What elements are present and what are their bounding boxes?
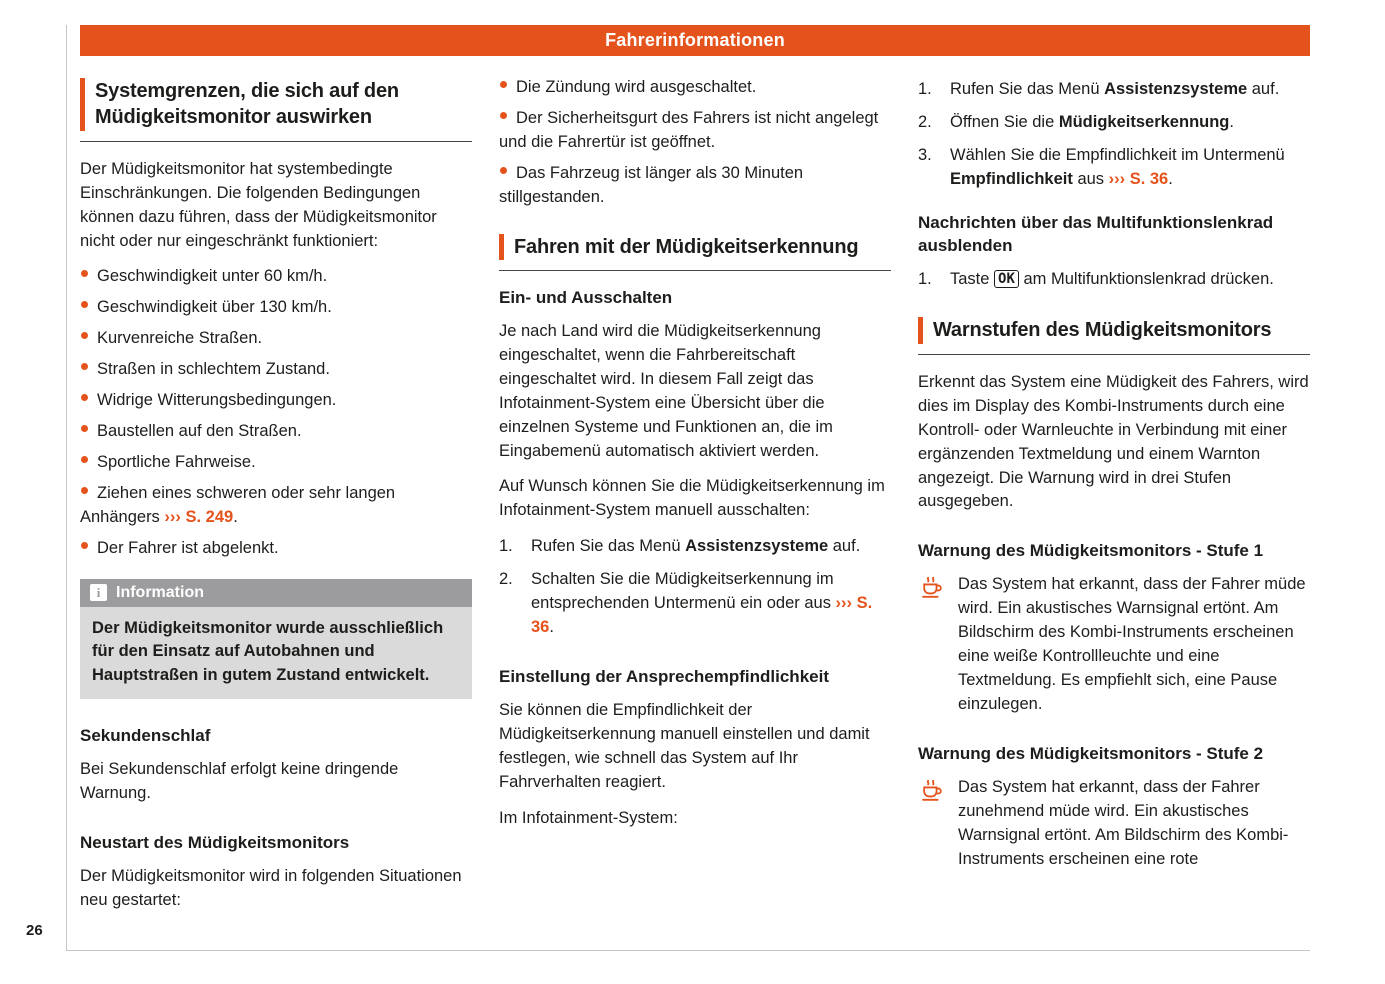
text-segment: Ziehen eines schweren oder sehr langen Anhängers [80, 483, 396, 526]
bullet-item [499, 76, 891, 100]
section-heading-block [499, 234, 891, 271]
numbered-item [918, 111, 1310, 135]
step-number: 2. [918, 112, 932, 131]
warning-level-1-text: Das System hat erkannt, dass der Fahrer müde wird. Ein akustisches Warnsignal ertönt. Am Bildschirm des Kombi-Instruments erscheinen eine weiße Kontrollleuchte und eine Textmeldung. Es empfiehlt sich, eine Pause einzulegen. [958, 575, 1306, 713]
text-segment: Assistenzsysteme [685, 537, 829, 556]
text-segment: Rufen Sie das Menü [531, 537, 686, 556]
page-ref-link[interactable]: ››› S. 36 [531, 594, 873, 637]
text-segment: Assistenzsysteme [1104, 80, 1248, 98]
text-segment: . [549, 618, 554, 637]
paragraph-empfindlichkeit: Sie können die Empfindlichkeit der Müdigkeitserkennung manuell einstellen und damit festlegen, wie schnell das System auf Ihr Fahrverhalten reagiert. [499, 700, 870, 791]
bullet-item [80, 451, 472, 475]
bullet-list-limitations [80, 265, 472, 560]
step-number: 2. [499, 570, 513, 589]
subheading-neustart: Neustart des Müdigkeitsmonitors [80, 832, 350, 852]
text-segment: Taste [950, 269, 995, 288]
text-segment: . [233, 507, 238, 526]
paragraph-warnstufen: Erkennt das System eine Müdigkeit des Fahrers, wird dies im Display des Kombi-Instruments durch eine Kontroll- oder Warnleuchte in Verbindung mit einer ergänzenden Textmeldung und einem Warnton angezeigt. Die Warnung wird in drei Stufen ausgegeben. [918, 372, 1309, 511]
text-segment: auf. [1247, 80, 1280, 98]
page-ref-link[interactable]: ››› S. 36 [1108, 169, 1169, 188]
subheading-sekundenschlaf: Sekundenschlaf [80, 725, 211, 745]
text-segment: Widrige Witterungsbedingungen. [97, 391, 337, 410]
numbered-list-sensitivity [918, 78, 1310, 192]
step-text [950, 78, 1310, 102]
text-segment: aus [1072, 169, 1109, 188]
text-segment: Straßen in schlechtem Zustand. [97, 360, 330, 379]
column-1 [80, 76, 472, 925]
step-number: 1. [918, 80, 932, 98]
step-text [950, 268, 1310, 292]
page-frame-line-left [66, 25, 67, 950]
step-text [950, 144, 1310, 192]
numbered-item [918, 268, 1310, 292]
text-segment: Öffnen Sie die [950, 112, 1059, 131]
bullet-item [499, 107, 891, 155]
info-box [80, 579, 472, 699]
numbered-list-ok-button [918, 268, 1310, 292]
step-number: 3. [918, 145, 932, 164]
page-ref-link[interactable]: ››› S. 249 [164, 507, 234, 526]
text-segment: Rufen Sie das Menü [950, 80, 1105, 98]
subheading-stufe-1: Warnung des Müdigkeitsmonitors - Stufe 1 [918, 541, 1264, 561]
coffee-cup-icon [918, 573, 948, 717]
subheading-empfindlichkeit: Einstellung der Ansprechempfindlichkeit [499, 667, 829, 686]
text-segment: Der Fahrer ist abgelenkt. [97, 538, 279, 557]
section-heading-block [918, 317, 1310, 354]
bullet-item [80, 358, 472, 382]
step-text [531, 535, 891, 559]
page-number: 26 [26, 922, 43, 939]
text-segment: Baustellen auf den Straßen. [97, 422, 302, 441]
info-box-body: Der Müdigkeitsmonitor wurde ausschließlich für den Einsatz auf Autobahnen und Hauptstraßen in gutem Zustand entwickelt. [80, 607, 472, 699]
bullet-item [80, 482, 472, 530]
text-segment: Empfindlichkeit [950, 169, 1073, 188]
subheading-stufe-2: Warnung des Müdigkeitsmonitors - Stufe 2 [918, 743, 1264, 763]
text-segment: Geschwindigkeit unter 60 km/h. [97, 267, 328, 286]
text-segment: Geschwindigkeit über 130 km/h. [97, 298, 332, 317]
warning-level-1 [918, 573, 1310, 717]
numbered-item [499, 535, 891, 559]
step-text [950, 111, 1310, 135]
bullet-list-restart-conditions [499, 76, 891, 210]
numbered-item [499, 568, 891, 640]
bullet-item [80, 327, 472, 351]
info-box-title: Information [116, 583, 204, 601]
bullet-item [80, 537, 472, 561]
info-box-header [80, 579, 472, 607]
paragraph-infotainment: Im Infotainment-System: [499, 808, 678, 827]
numbered-list-deactivate [499, 535, 891, 640]
text-segment: auf. [828, 537, 861, 556]
numbered-item [918, 78, 1310, 102]
text-segment: Kurvenreiche Straßen. [97, 329, 263, 348]
text-segment: am Multifunktionslenkrad drücken. [1018, 269, 1274, 288]
bullet-item [499, 162, 891, 210]
text-segment: . [1168, 169, 1173, 188]
paragraph-ein-ausschalten-1: Je nach Land wird die Müdigkeitserkennung eingeschaltet, wenn die Fahrbereitschaft eingeschaltet wird. In diesem Fall zeigt das Infotainment-System eine Übersicht über die einzelnen Systeme und Funktionen an, die im Eingabemenü automatisch aktiviert werden. [499, 321, 833, 460]
paragraph-neustart: Der Müdigkeitsmonitor wird in folgenden Situationen neu gestartet: [80, 866, 462, 909]
section-heading-fahren: Fahren mit der Müdigkeitserkennung [499, 234, 891, 260]
paragraph-ein-ausschalten-2: Auf Wunsch können Sie die Müdigkeitserkennung im Infotainment-System manuell ausschalten: [499, 477, 885, 520]
section-heading-systemgrenzen: Systemgrenzen, die sich auf den Müdigkeitsmonitor auswirken [80, 78, 472, 131]
bullet-item [80, 265, 472, 289]
column-2 [499, 76, 891, 925]
subheading-nachrichten-ausblenden: Nachrichten über das Multifunktionslenkrad ausblenden [918, 212, 1274, 255]
bullet-item [80, 389, 472, 413]
text-segment: . [1229, 112, 1234, 131]
page-header-title: Fahrerinformationen [605, 30, 785, 50]
numbered-item [918, 144, 1310, 192]
text-segment: Die Zündung wird ausgeschaltet. [516, 78, 757, 96]
page-frame-line-bottom [66, 950, 1310, 951]
step-number: 1. [918, 269, 932, 288]
bullet-item [80, 420, 472, 444]
content-columns [80, 76, 1310, 925]
page-header-bar [80, 25, 1310, 56]
text-segment: Das Fahrzeug ist länger als 30 Minuten stillgestanden. [499, 163, 804, 206]
text-segment: Schalten Sie die Müdigkeitserkennung im entsprechenden Untermenü ein oder aus [531, 570, 836, 613]
warning-level-2 [918, 776, 1310, 872]
step-text [531, 568, 891, 640]
subheading-ein-ausschalten: Ein- und Ausschalten [499, 288, 673, 307]
paragraph-intro: Der Müdigkeitsmonitor hat systembedingte Einschränkungen. Die folgenden Bedingungen können dazu führen, dass der Müdigkeitsmonitor nicht oder nur eingeschränkt funktioniert: [80, 159, 437, 250]
column-3 [918, 76, 1310, 925]
info-icon: i [90, 584, 107, 601]
text-segment: Der Sicherheitsgurt des Fahrers ist nicht angelegt und die Fahrertür ist geöffnet. [499, 108, 879, 151]
text-segment: Müdigkeitserkennung [1058, 112, 1230, 131]
bullet-item [80, 296, 472, 320]
text-segment: Wählen Sie die Empfindlichkeit im Untermenü [950, 145, 1285, 164]
ok-key: OK [994, 270, 1019, 288]
text-segment: Sportliche Fahrweise. [97, 453, 256, 471]
step-number: 1. [499, 537, 513, 556]
section-heading-block [80, 78, 472, 142]
warning-level-2-text: Das System hat erkannt, dass der Fahrer zunehmend müde wird. Ein akustisches Warnsignal ertönt. Am Bildschirm des Kombi-Instruments erscheinen eine rote [958, 777, 1289, 868]
section-heading-warnstufen: Warnstufen des Müdigkeitsmonitors [918, 317, 1310, 343]
coffee-cup-icon [918, 776, 948, 872]
paragraph-sekundenschlaf: Bei Sekundenschlaf erfolgt keine dringende Warnung. [80, 759, 399, 802]
